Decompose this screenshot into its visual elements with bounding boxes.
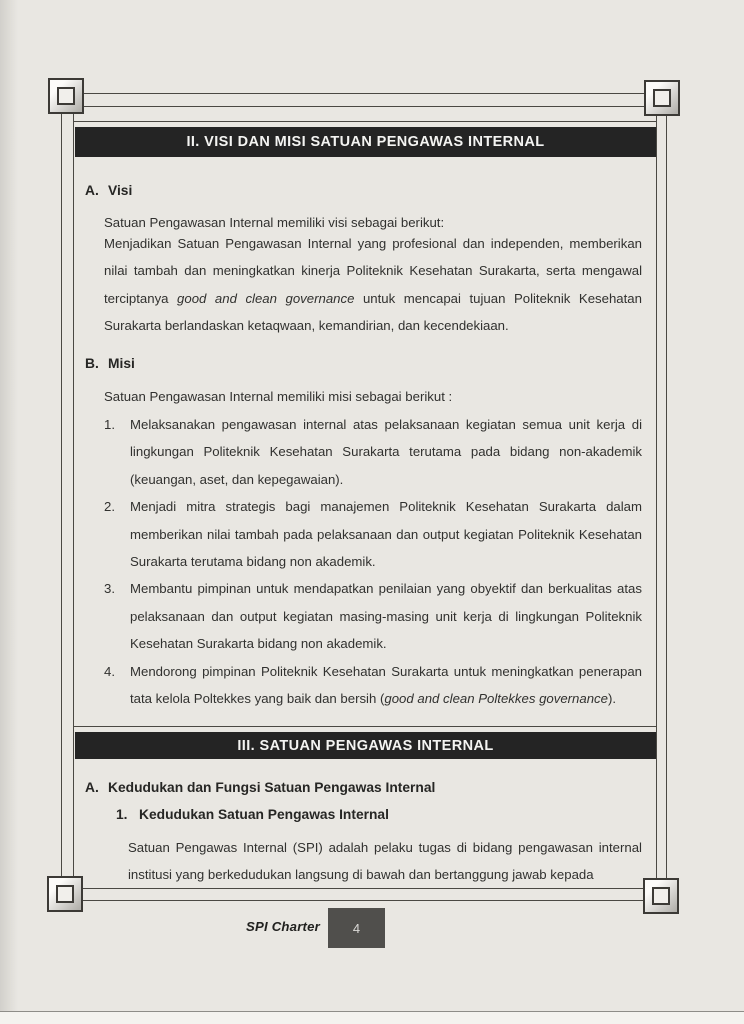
text-run: Menjadikan Satuan Pengawasan Internal yang profesional dan independen, memberikan nilai tambah dan meningkatkan kinerja Politeknik Kesehatan Surakarta, serta mengawal terciptanya	[104, 236, 642, 306]
kedudukan-item-heading	[116, 807, 389, 822]
section-iii-top-rule	[73, 726, 657, 727]
misi-intro-text: Satuan Pengawasan Internal memiliki misi sebagai berikut :	[104, 389, 453, 404]
misi-heading-label: B.	[85, 356, 99, 371]
kedudukan-paragraph: Satuan Pengawas Internal (SPI) adalah pelaku tugas di bidang pengawasan internal institusi yang berkedudukan langsung di bawah dan bertanggung jawab kepada	[128, 840, 642, 883]
page-number-badge	[328, 908, 385, 948]
list-item-number: 1.	[104, 417, 115, 432]
footer-doc-label: SPI Charter	[245, 919, 320, 934]
misi-list	[104, 411, 642, 712]
section-ii-header-bar	[75, 127, 656, 157]
kedudukan-fungsi-title: Kedudukan dan Fungsi Satuan Pengawas Internal	[108, 780, 436, 795]
corner-ornament-top-right	[644, 80, 680, 116]
list-item-text: Menjadi mitra strategis bagi manajemen Politeknik Kesehatan Surakarta dalam memberikan nilai tambah pada pelaksanaan dan output kegiatan Politeknik Kesehatan Surakarta terutama bidang non akademik.	[130, 499, 642, 570]
kedudukan-fungsi-label: A.	[85, 780, 99, 795]
kedudukan-item-title: Kedudukan Satuan Pengawas Internal	[139, 807, 389, 822]
list-item-text: Membantu pimpinan untuk mendapatkan penilaian yang obyektif dan berkualitas atas pelaksanaan dan output kegiatan masing-masing unit kerja di lingkungan Politeknik Kesehatan Surakarta bidang non akademik.	[130, 581, 642, 652]
corner-ornament-bottom-right	[643, 878, 679, 914]
list-item-number: 2.	[104, 499, 115, 515]
kedudukan-item-number: 1.	[116, 807, 128, 822]
corner-ornament-top-left	[48, 78, 84, 114]
corner-ornament-inner-square	[653, 89, 671, 107]
italic-text-run: good and clean Poltekkes governance	[384, 691, 608, 707]
corner-ornament-inner-square	[56, 885, 74, 903]
section-iii-header-bar	[75, 732, 656, 759]
corner-ornament-inner-square	[652, 887, 670, 905]
misi-item-3	[104, 575, 642, 657]
section-ii-top-rule	[73, 121, 657, 122]
text-run: untuk mencapai tujuan Politeknik Kesehatan Surakarta berlandaskan ketaqwaan, kemandirian, dan kecendekiaan.	[104, 290, 642, 334]
kedudukan-fungsi-heading	[85, 780, 435, 795]
misi-item-4	[104, 658, 642, 713]
visi-heading	[85, 183, 132, 198]
list-item-text	[130, 658, 642, 713]
corner-ornament-inner-square	[57, 87, 75, 105]
corner-ornament-bottom-left	[47, 876, 83, 912]
scan-bottom-edge	[0, 1011, 744, 1024]
misi-heading-title: Misi	[108, 356, 135, 371]
section-ii-header-text: II. VISI DAN MISI SATUAN PENGAWAS INTERNAL	[186, 134, 545, 150]
visi-paragraph	[104, 230, 642, 340]
visi-heading-label: A.	[85, 183, 99, 198]
visi-heading-title: Visi	[108, 183, 133, 198]
list-item-number: 3.	[104, 581, 115, 597]
page-number-text: 4	[352, 920, 361, 936]
list-item-number: 4.	[104, 663, 115, 679]
section-iii-header-text: III. SATUAN PENGAWAS INTERNAL	[237, 737, 494, 754]
misi-item-1	[104, 411, 642, 493]
list-item-text: Melaksanakan pengawasan internal atas pelaksanaan kegiatan semua unit kerja di lingkungan Politeknik Kesehatan Surakarta terutama pada bidang non-akademik (keuangan, aset, dan kepegawaian).	[130, 417, 642, 487]
text-run: Mendorong pimpinan Politeknik Kesehatan Surakarta untuk meningkatkan penerapan tata kelola Poltekkes yang baik dan bersih (	[130, 663, 642, 707]
visi-intro-text: Satuan Pengawasan Internal memiliki visi sebagai berikut:	[104, 215, 445, 230]
scan-left-shadow	[0, 0, 18, 1011]
misi-heading	[85, 356, 135, 371]
text-run: ).	[608, 691, 617, 707]
misi-item-2	[104, 493, 642, 575]
italic-text-run: good and clean governance	[177, 290, 355, 306]
